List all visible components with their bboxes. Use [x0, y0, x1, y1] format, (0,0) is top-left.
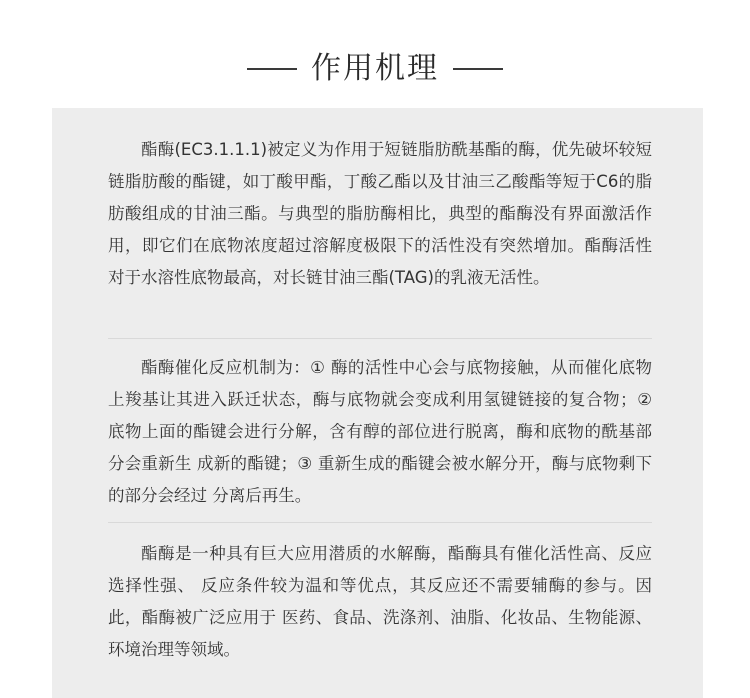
title-right-rule — [453, 68, 503, 70]
paragraph-definition: 酯酶(EC3.1.1.1)被定义为作用于短链脂肪酰基酯的酶，优先破坏较短链脂肪酸的酯键，如丁酸甲酯，丁酸乙酯以及甘油三乙酸酯等短于C6的脂肪酸组成的甘油三酯。与典型的脂肪酶相比，典型的酯酶没有界面激活作用，即它们在底物浓度超过溶解度极限下的活性没有突然增加。酯酶活性对于水溶性底物最高，对长链甘油三酯(TAG)的乳液无活性。 — [108, 140, 652, 287]
paragraph-mechanism: 酯酶催化反应机制为：① 酶的活性中心会与底物接触，从而催化底物 上羧基让其进入跃迁状态，酶与底物就会变成利用氢键链接的复合物；② 底物上面的酯键会进行分解，含有醇的部位进行脱离，酶和底物的酰基部分会重新生 成新的酯键；③ 重新生成的酯键会被水解分开，酶与底物剩下的部分会经过 分离后再生。 — [108, 358, 652, 505]
section-title: 作用机理 — [311, 51, 439, 86]
content-panel — [52, 108, 703, 698]
paragraph-applications: 酯酶是一种具有巨大应用潜质的水解酶，酯酶具有催化活性高、反应选择性强、 反应条件较为温和等优点，其反应还不需要辅酶的参与。因此，酯酶被广泛应用于 医药、食品、洗涤剂、油脂、化妆品、生物能源、环境治理等领域。 — [108, 544, 652, 659]
paragraph-divider — [108, 338, 652, 339]
title-left-rule — [247, 68, 297, 70]
section-header — [0, 44, 750, 94]
paragraph-divider — [108, 522, 652, 523]
